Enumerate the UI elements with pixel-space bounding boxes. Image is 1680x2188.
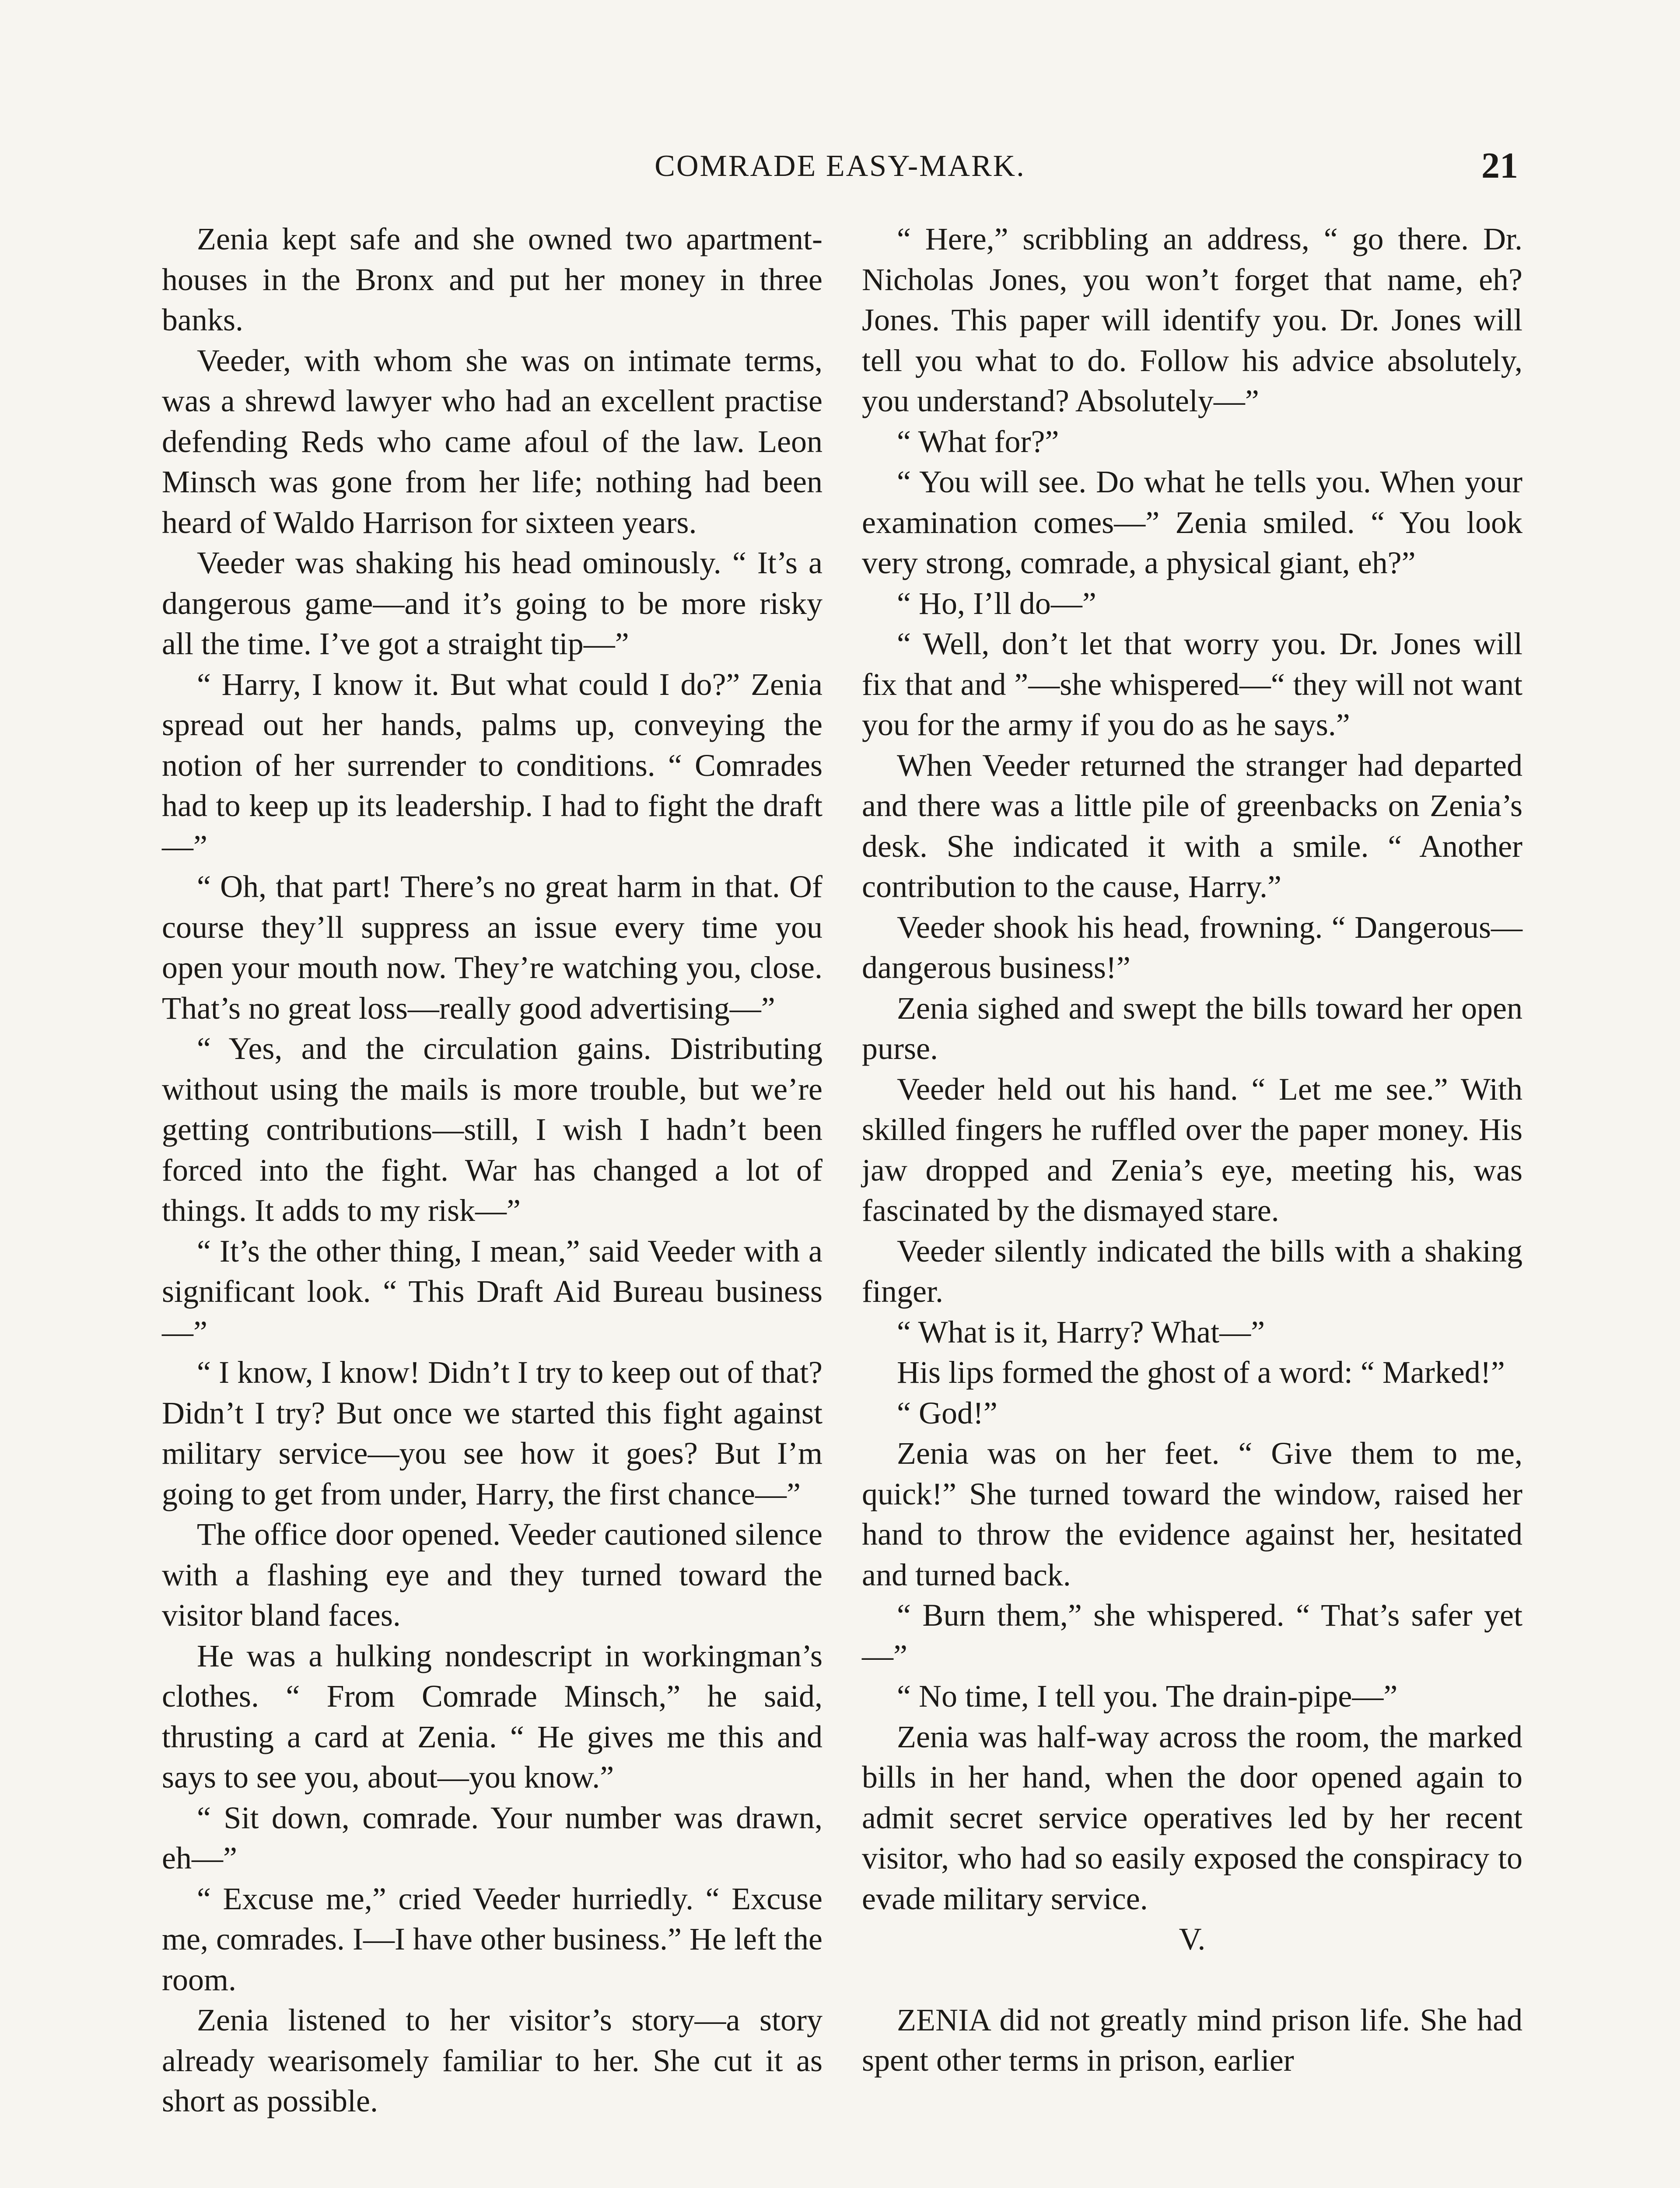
paragraph: Veeder, with whom she was on intimate terms, was a shrewd lawyer who had an excellent practise defending Reds who came afoul of the law. Leon Minsch was gone from her life; nothing had been heard of Waldo Harrison for sixteen years. <box>162 343 822 540</box>
paragraph: Zenia listened to her visitor’s story—a story already wearisomely familiar to her. She cut it as short as possible. <box>162 2002 822 2118</box>
paragraph: He was a hulking nondescript in workingman’s clothes. “ From Comrade Minsch,” he said, thrusting a card at Zenia. “ He gives me this and says to see you, about—you know.” <box>162 1638 822 1795</box>
running-title: COMRADE EASY-MARK. <box>654 149 1026 183</box>
paragraph: Zenia was on her feet. “ Give them to me, quick!” She turned toward the window, raised her hand to throw the evidence against her, hesitated and turned back. <box>862 1436 1522 1592</box>
left-column <box>162 219 822 2121</box>
paragraph: “ Yes, and the circulation gains. Distributing without using the mails is more trouble, but we’re getting contributions—still, I wish I hadn’t been forced into the fight. War has changed a lot of things. It adds to my risk—” <box>162 1031 822 1228</box>
paragraph: When Veeder returned the stranger had departed and there was a little pile of greenbacks on Zenia’s desk. She indicated it with a smile. “ Another contribution to the cause, Harry.” <box>862 747 1522 904</box>
paragraph: “ Harry, I know it. But what could I do?” Zenia spread out her hands, palms up, conveying the notion of her surrender to conditions. “ Comrades had to keep up its leadership. I had to fight the draft—” <box>162 666 822 864</box>
paragraph: Veeder silently indicated the bills with a shaking finger. <box>862 1233 1522 1309</box>
section-opening-paragraph: ZENIA did not greatly mind prison life. She had spent other terms in prison, earlier <box>862 2002 1522 2078</box>
right-column <box>862 219 1522 2081</box>
paragraph: “ You will see. Do what he tells you. When your examination comes—” Zenia smiled. “ You look very strong, comrade, a physical giant, eh?” <box>862 464 1522 580</box>
paragraph: The office door opened. Veeder cautioned silence with a flashing eye and they turned toward the visitor bland faces. <box>162 1517 822 1633</box>
section-heading: V. <box>1179 1922 1206 1957</box>
paragraph: “ God!” <box>897 1395 998 1431</box>
paragraph: “ Excuse me,” cried Veeder hurriedly. “ Excuse me, comrades. I—I have other business.” He left the room. <box>162 1881 822 1997</box>
running-head <box>162 140 1518 193</box>
paragraph: Veeder held out his hand. “ Let me see.” With skilled fingers he ruffled over the paper money. His jaw dropped and Zenia’s eye, meeting his, was fascinated by the dismayed stare. <box>862 1071 1522 1228</box>
paragraph: Veeder was shaking his head ominously. “ It’s a dangerous game—and it’s going to be more risky all the time. I’ve got a straight tip—” <box>162 545 822 661</box>
paragraph: Zenia kept safe and she owned two apartment-houses in the Bronx and put her money in three banks. <box>162 221 822 337</box>
paragraph: Veeder shook his head, frowning. “ Dangerous—dangerous business!” <box>862 909 1522 985</box>
paragraph: “ What is it, Harry? What—” <box>897 1314 1265 1350</box>
paragraph: “ No time, I tell you. The drain-pipe—” <box>897 1679 1398 1714</box>
page-number: 21 <box>1481 145 1518 186</box>
paragraph: “ I know, I know! Didn’t I try to keep out of that? Didn’t I try? But once we started this fight against military service—you see how it goes? But I’m going to get from under, Harry, the first chance—” <box>162 1355 822 1511</box>
paragraph: “ Burn them,” she whispered. “ That’s safer yet—” <box>862 1598 1522 1673</box>
paragraph: Zenia was half-way across the room, the marked bills in her hand, when the door opened again to admit secret service operatives led by her recent visitor, who had so easily exposed the conspiracy to evade military service. <box>862 1719 1522 1916</box>
paragraph: “ Well, don’t let that worry you. Dr. Jones will fix that and ”—she whispered—“ they will not want you for the army if you do as he says.” <box>862 626 1522 742</box>
paragraph: “ What for?” <box>897 424 1059 459</box>
paragraph: Zenia sighed and swept the bills toward her open purse. <box>862 990 1522 1066</box>
paragraph: “ Sit down, comrade. Your number was drawn, eh—” <box>162 1800 822 1876</box>
paragraph: His lips formed the ghost of a word: “ Marked!” <box>897 1355 1505 1390</box>
paragraph: “ Oh, that part! There’s no great harm in that. Of course they’ll suppress an issue every time you open your mouth now. They’re watching you, close. That’s no great loss—really good advertising—” <box>162 869 822 1026</box>
paragraph: “ It’s the other thing, I mean,” said Veeder with a significant look. “ This Draft Aid Bureau business—” <box>162 1233 822 1350</box>
paragraph: “ Here,” scribbling an address, “ go there. Dr. Nicholas Jones, you won’t forget that name, eh? Jones. This paper will identify you. Dr. Jones will tell you what to do. Follow his advice absolutely, you understand? Absolutely—” <box>862 221 1522 418</box>
paragraph: “ Ho, I’ll do—” <box>897 586 1096 621</box>
